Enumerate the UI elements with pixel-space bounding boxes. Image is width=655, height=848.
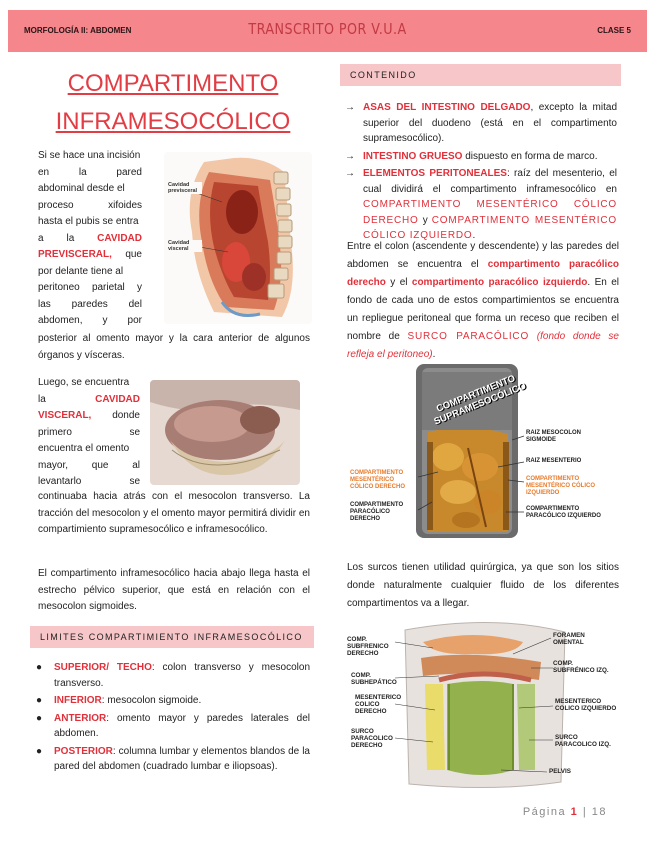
header-bar <box>8 10 647 52</box>
figure-omentum <box>150 380 300 485</box>
limits-list <box>34 660 310 777</box>
label-supramesocolico: COMPARTIMENTO SUPRAMESOCÓLICO <box>432 373 528 428</box>
label-cmd: COMPARTIMENTO MESENTÉRICO CÓLICO DERECHO <box>350 470 406 490</box>
paragraph-paracolico: Entre el colon (ascendente y descendente) y las paredes del abdomen se encuentra el compartimento paracólico derecho y el compartimento paracólico izquierdo. En el fondo de cada uno de estos compartimientos se encuentra un repliegue peritoneal que forma un receso que reciben el nombre de SURCO PARACÓLICO (fondo donde se refleja el peritoneo). <box>347 241 619 360</box>
label-mesenterico-der: MESENTERICO COLICO DERECHO <box>355 694 402 715</box>
limit-anterior: ● ANTERIOR: omento mayor y paredes laterales del abdomen. <box>36 712 310 739</box>
paragraph-surcos: Los surcos tienen utilidad quirúrgica, ya que son los sitios donde naturalmente cualquier fluido de los diferentes compartimentos va a llegar. <box>347 562 619 609</box>
label-subfrenico-der: COMP. SUBFRENICO DERECHO <box>347 636 389 657</box>
header-subject: MORFOLOGÍA II: ABDOMEN <box>24 26 132 35</box>
section-limites-title: LIMITES COMPARTIMIENTO INFRAMESOCÓLICO <box>30 626 314 648</box>
limit-posterior: ● POSTERIOR: columna lumbar y elementos blandos de la pared del abdomen (cuadrado lumbar e iliopsoas). <box>36 745 310 772</box>
paragraph-visceral-tail: continuaba hacia atrás con el mesocolon transverso. La tracción del mesocolon y el omento mayor permitirá dividir en compartimiento supramesocólico e inframesocólico. <box>38 491 310 535</box>
label-foramen: FORAMEN OMENTAL <box>553 632 585 646</box>
header-class: CLASE 5 <box>597 26 631 35</box>
label-paracolico-der: SURCO PARACOLICO DERECHO <box>351 728 393 749</box>
bullet-icon: ● <box>36 662 43 673</box>
label-cmi: COMPARTIMENTO MESENTÉRICO CÓLICO IZQUIERDO <box>526 476 596 496</box>
arrow-right-icon: → <box>345 102 355 113</box>
limit-superior: ● SUPERIOR/ TECHO: colon transverso y mesocolon transverso. <box>36 662 311 689</box>
header-transcriber: TRANSCRITO POR V.U.A <box>248 20 407 38</box>
label-cavidad-previsceral: Cavidad previsceral <box>168 182 202 194</box>
section-contenido-title: CONTENIDO <box>340 64 621 86</box>
label-mesenterico-izq: MESENTERICO COLICO IZQUIERDO <box>555 698 617 712</box>
contenido-list <box>343 100 617 246</box>
page-title: COMPARTIMENTO INFRAMESOCÓLICO <box>55 70 291 135</box>
label-pelvis: PELVIS <box>549 768 571 775</box>
label-paracolico-izq: SURCO PARACOLICO IZQ. <box>555 734 611 748</box>
paragraph-previsceral: Si se hace una incisión en la pared abdominal desde el proceso xifoides hasta el pubis se entra a la CAVIDAD PREVISCERAL, que por delante tiene al peritoneo parietal y las paredes del abdomen, y por <box>38 150 142 326</box>
arrow-right-icon: → <box>345 168 355 179</box>
arrow-right-icon: → <box>345 150 355 162</box>
bullet-icon: ● <box>36 745 43 757</box>
contenido-item-peritoneales: → ELEMENTOS PERITONEALES: raíz del mesenterio, el cual dividirá el compartimento inframesocólico en COMPARTIMENTO MESENTÉRICO CÓLICO DERECHO y COMPARTIMENTO MESENTÉRICO CÓLICO IZQUIERDO. <box>345 168 618 241</box>
limit-inferior: ● INFERIOR: mesocolon sigmoide. <box>34 693 310 709</box>
page-number: Página 1 | 18 <box>522 806 607 818</box>
contenido-item-grueso: → INTESTINO GRUESO dispuesto en forma de marco. <box>343 149 617 165</box>
figure-compartimentos <box>348 362 616 540</box>
contenido-item-delgado: → ASAS DEL INTESTINO DELGADO, excepto la mitad superior del duodeno (está en el compartimento supramesocólico). <box>345 102 617 144</box>
paragraph-visceral: Luego, se encuentra la CAVIDAD VISCERAL, donde primero se encuentra el omento mayor, que al levantarlo se <box>38 377 140 487</box>
label-raiz-mesenterio: RAIZ MESENTERIO <box>526 458 582 464</box>
label-subfrenico-izq: COMP. SUBFRÉNICO IZQ. <box>553 660 609 674</box>
paragraph-inframesocolico: El compartimento inframesocólico hacia abajo llega hasta el estrecho pélvico superior, que está en relación con el mesocolon sigmoides. <box>38 568 310 612</box>
label-cavidad-visceral: Cavidad visceral <box>168 240 202 252</box>
figure-surcos <box>343 620 619 790</box>
label-cpi: COMPARTIMENTO PARACÓLICO IZQUIERDO <box>526 506 601 519</box>
paragraph-previsceral-tail: posterior al omento mayor y la cara anterior de algunos órganos y vísceras. <box>38 333 310 361</box>
bullet-icon: ● <box>36 695 43 706</box>
bullet-icon: ● <box>36 712 43 724</box>
label-cpd: COMPARTIMENTO PARACÓLICO DERECHO <box>350 502 404 522</box>
label-subhepatico: COMP. SUBHEPÁTICO <box>351 672 397 686</box>
label-raiz-mesocolon: RAIZ MESOCOLON SIGMOIDE <box>526 430 581 443</box>
figure-sagittal-abdomen <box>164 152 312 324</box>
